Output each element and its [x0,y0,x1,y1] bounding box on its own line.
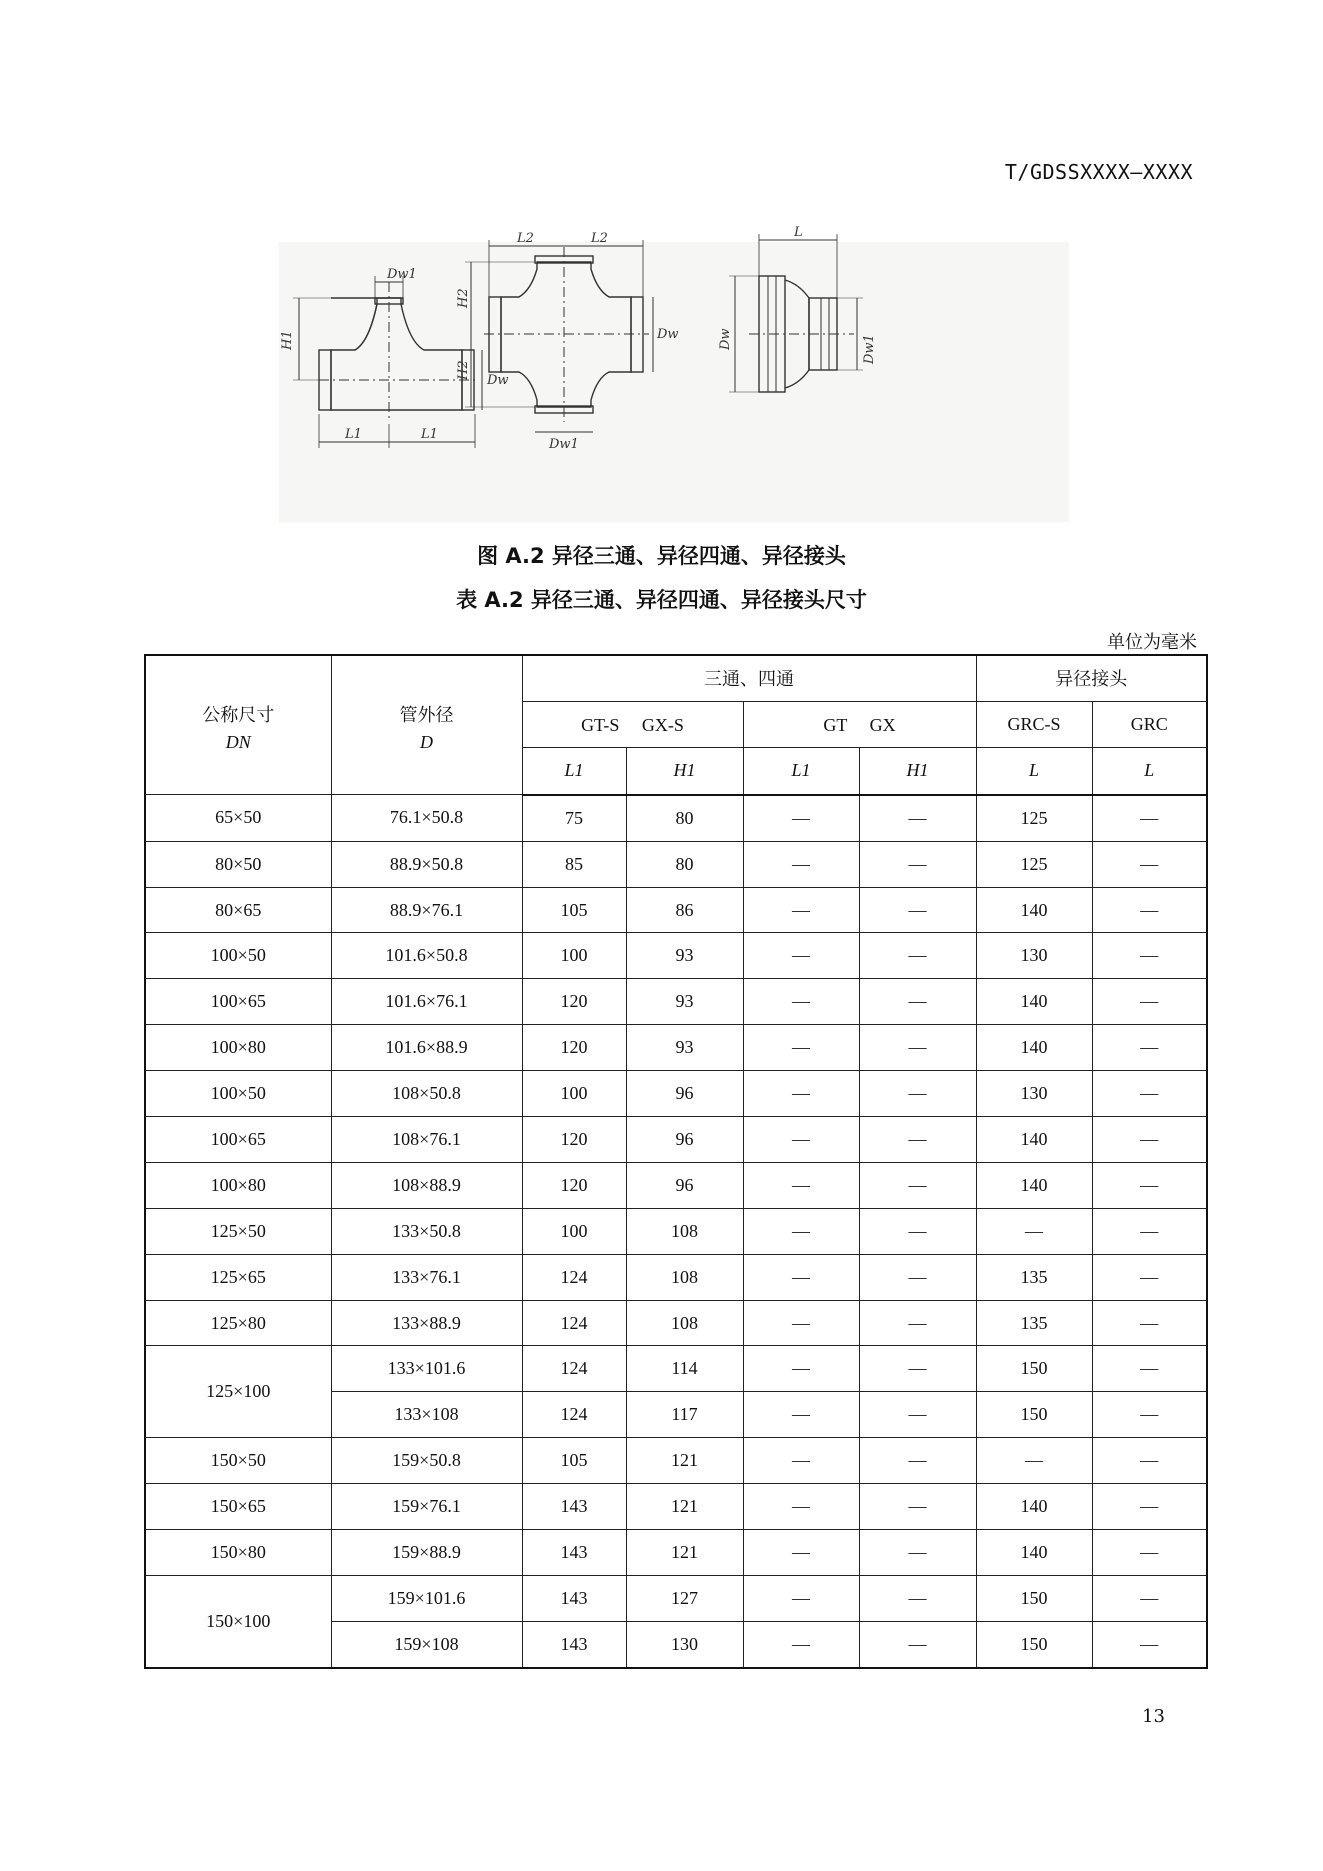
dimensions-table [144,654,1208,1669]
outer-diameter-label: 管外径 [399,704,454,725]
reducer-header: 异径接头 [976,655,1207,701]
grc-cell: — [1092,933,1207,979]
dn-cell: 150×80 [145,1530,331,1576]
gl1-cell: — [743,1208,859,1254]
figure-caption: 图 A.2 异径三通、异径四通、异径接头 [477,544,846,568]
l-header-b: L [1092,747,1207,795]
gh1-cell: — [859,795,976,841]
h1-cell: 93 [626,979,743,1025]
d-cell: 159×101.6 [331,1575,522,1621]
d-cell: 133×50.8 [331,1208,522,1254]
gh1-cell: — [859,1025,976,1071]
gh1-cell: — [859,1484,976,1530]
dn-cell: 65×50 [145,795,331,841]
page-number: 13 [1142,1706,1165,1727]
tee-h1-label: H1 [280,330,295,350]
gl1-cell: — [743,1484,859,1530]
l1-cell: 105 [522,1438,626,1484]
gl1-cell: — [743,1621,859,1667]
grc-cell: — [1092,979,1207,1025]
h1-header-b: H1 [859,747,976,795]
gh1-cell: — [859,887,976,933]
l1-cell: 100 [522,1071,626,1117]
reducer-drawing [718,225,877,392]
l1-cell: 124 [522,1254,626,1300]
h1-cell: 108 [626,1208,743,1254]
l1-header-a: L1 [522,747,626,795]
gl1-cell: — [743,887,859,933]
grc-cell: — [1092,1162,1207,1208]
grcs-cell: 140 [976,1117,1092,1163]
reducing-cross-drawing [456,231,679,452]
grcs-cell: 150 [976,1346,1092,1392]
table-row [145,1484,1207,1530]
grc-header: GRC [1092,701,1207,747]
nominal-size-header [145,655,331,795]
grcs-cell: 140 [976,1530,1092,1576]
cross-h2-upper-label: H2 [456,288,471,308]
grc-cell: — [1092,795,1207,841]
d-cell: 159×108 [331,1621,522,1667]
table-row [145,1300,1207,1346]
gl1-cell: — [743,1071,859,1117]
gl1-cell: — [743,933,859,979]
cross-l2-left-label: L2 [517,231,534,246]
grc-cell: — [1092,1346,1207,1392]
l1-cell: 100 [522,1208,626,1254]
grc-cell: — [1092,1575,1207,1621]
grcs-cell: 140 [976,979,1092,1025]
gl1-cell: — [743,1162,859,1208]
gh1-cell: — [859,1117,976,1163]
h1-header-a: H1 [626,747,743,795]
gh1-cell: — [859,1300,976,1346]
l1-cell: 105 [522,887,626,933]
grc-cell: — [1092,1254,1207,1300]
gl1-cell: — [743,1025,859,1071]
gl1-cell: — [743,841,859,887]
dn-cell: 100×80 [145,1162,331,1208]
unit-note: 单位为毫米 [1107,632,1197,653]
grcs-cell: 150 [976,1392,1092,1438]
gl1-cell: — [743,1438,859,1484]
dn-cell: 150×50 [145,1438,331,1484]
table-row [145,1025,1207,1071]
tee-dw1-label: Dw1 [387,267,417,282]
gl1-cell: — [743,1530,859,1576]
dn-cell: 100×65 [145,979,331,1025]
h1-cell: 121 [626,1530,743,1576]
dn-cell: 100×50 [145,1071,331,1117]
gh1-cell: — [859,1438,976,1484]
d-cell: 133×76.1 [331,1254,522,1300]
gl1-cell: — [743,1254,859,1300]
dn-cell: 125×50 [145,1208,331,1254]
cross-l2-right-label: L2 [591,231,608,246]
table-row [145,841,1207,887]
reducer-dw-label: Dw [718,328,733,350]
gt-gx-header: GT GX [743,701,976,747]
grc-cell: — [1092,1530,1207,1576]
dn-cell: 80×50 [145,841,331,887]
d-cell: 159×76.1 [331,1484,522,1530]
cross-dw1-label: Dw1 [549,437,579,452]
table-row [145,887,1207,933]
grcs-header: GRC-S [976,701,1092,747]
tee-dw-label: Dw [487,373,509,388]
gh1-cell: — [859,841,976,887]
dn-cell: 125×65 [145,1254,331,1300]
grcs-cell: 140 [976,1162,1092,1208]
gh1-cell: — [859,1208,976,1254]
h1-cell: 93 [626,1025,743,1071]
tee-cross-header: 三通、四通 [522,655,976,701]
gl1-cell: — [743,1575,859,1621]
grcs-cell: 135 [976,1254,1092,1300]
table-row [145,1071,1207,1117]
d-cell: 133×108 [331,1392,522,1438]
l1-cell: 120 [522,1117,626,1163]
grc-cell: — [1092,1621,1207,1667]
h1-cell: 121 [626,1438,743,1484]
grcs-cell: 140 [976,1484,1092,1530]
gl1-cell: — [743,1346,859,1392]
d-cell: 159×50.8 [331,1438,522,1484]
grcs-cell: — [976,1438,1092,1484]
grc-cell: — [1092,841,1207,887]
dn-cell: 125×80 [145,1300,331,1346]
h1-cell: 96 [626,1071,743,1117]
l1-cell: 143 [522,1575,626,1621]
d-cell: 108×76.1 [331,1117,522,1163]
h1-cell: 80 [626,795,743,841]
l1-cell: 124 [522,1300,626,1346]
gh1-cell: — [859,933,976,979]
d-cell: 133×88.9 [331,1300,522,1346]
grcs-cell: 125 [976,841,1092,887]
gh1-cell: — [859,979,976,1025]
l1-cell: 120 [522,1025,626,1071]
grc-cell: — [1092,1117,1207,1163]
gh1-cell: — [859,1392,976,1438]
table-row [145,1254,1207,1300]
grc-cell: — [1092,1025,1207,1071]
document-code: T/GDSSXXXX—XXXX [1004,160,1193,184]
gh1-cell: — [859,1621,976,1667]
table-row [145,1208,1207,1254]
d-cell: 159×88.9 [331,1530,522,1576]
l1-cell: 75 [522,795,626,841]
grcs-cell: 150 [976,1575,1092,1621]
reducer-l-label: L [794,225,803,240]
table-row [145,1530,1207,1576]
grcs-cell: 130 [976,933,1092,979]
grcs-cell: 135 [976,1300,1092,1346]
table-row [145,1346,1207,1392]
grc-cell: — [1092,1392,1207,1438]
l1-cell: 120 [522,979,626,1025]
grcs-cell: — [976,1208,1092,1254]
gh1-cell: — [859,1530,976,1576]
d-cell: 76.1×50.8 [331,795,522,841]
h1-cell: 108 [626,1300,743,1346]
gl1-cell: — [743,979,859,1025]
gts-gxs-header: GT-S GX-S [522,701,743,747]
d-cell: 133×101.6 [331,1346,522,1392]
cross-dw-label: Dw [657,327,679,342]
gh1-cell: — [859,1254,976,1300]
fittings-figure [279,225,1069,522]
gl1-cell: — [743,795,859,841]
h1-cell: 80 [626,841,743,887]
outer-diameter-header [331,655,522,795]
d-cell: 108×50.8 [331,1071,522,1117]
gl1-cell: — [743,1300,859,1346]
h1-cell: 93 [626,933,743,979]
gh1-cell: — [859,1162,976,1208]
grcs-cell: 150 [976,1621,1092,1667]
table-row [145,979,1207,1025]
table-row [145,1162,1207,1208]
table-row [145,1117,1207,1163]
d-symbol: D [420,731,433,752]
d-cell: 101.6×50.8 [331,933,522,979]
table-row [145,933,1207,979]
table-row [145,1575,1207,1621]
h1-cell: 117 [626,1392,743,1438]
d-cell: 101.6×88.9 [331,1025,522,1071]
l1-cell: 124 [522,1346,626,1392]
table-row [145,1438,1207,1484]
tee-l1-right-label: L1 [421,427,438,442]
l-header-a: L [976,747,1092,795]
dn-cell: 100×50 [145,933,331,979]
h1-cell: 96 [626,1162,743,1208]
dn-cell: 150×65 [145,1484,331,1530]
dn-cell: 80×65 [145,887,331,933]
dn-cell: 150×100 [145,1575,331,1667]
gh1-cell: — [859,1575,976,1621]
l1-header-b: L1 [743,747,859,795]
l1-cell: 143 [522,1530,626,1576]
d-cell: 101.6×76.1 [331,979,522,1025]
l1-cell: 143 [522,1621,626,1667]
grc-cell: — [1092,1300,1207,1346]
h1-cell: 96 [626,1117,743,1163]
l1-cell: 124 [522,1392,626,1438]
h1-cell: 86 [626,887,743,933]
grc-cell: — [1092,887,1207,933]
h1-cell: 114 [626,1346,743,1392]
tee-l1-left-label: L1 [345,427,362,442]
reducer-dw1-label: Dw1 [862,334,877,364]
dn-cell: 125×100 [145,1346,331,1438]
d-cell: 108×88.9 [331,1162,522,1208]
grc-cell: — [1092,1071,1207,1117]
gh1-cell: — [859,1071,976,1117]
gh1-cell: — [859,1346,976,1392]
h1-cell: 127 [626,1575,743,1621]
dn-cell: 100×80 [145,1025,331,1071]
l1-cell: 143 [522,1484,626,1530]
grc-cell: — [1092,1208,1207,1254]
d-cell: 88.9×76.1 [331,887,522,933]
h1-cell: 130 [626,1621,743,1667]
grcs-cell: 130 [976,1071,1092,1117]
grcs-cell: 125 [976,795,1092,841]
h1-cell: 121 [626,1484,743,1530]
gl1-cell: — [743,1117,859,1163]
d-cell: 88.9×50.8 [331,841,522,887]
grcs-cell: 140 [976,1025,1092,1071]
dn-symbol: DN [225,731,251,752]
table-row [145,795,1207,841]
l1-cell: 120 [522,1162,626,1208]
h1-cell: 108 [626,1254,743,1300]
grcs-cell: 140 [976,887,1092,933]
table-caption: 表 A.2 异径三通、异径四通、异径接头尺寸 [456,588,867,612]
l1-cell: 100 [522,933,626,979]
reducing-tee-drawing [280,267,509,448]
dn-cell: 100×65 [145,1117,331,1163]
gl1-cell: — [743,1392,859,1438]
cross-h2-lower-label: H2 [456,360,471,380]
nominal-size-label: 公称尺寸 [202,704,275,725]
grc-cell: — [1092,1484,1207,1530]
l1-cell: 85 [522,841,626,887]
grc-cell: — [1092,1438,1207,1484]
